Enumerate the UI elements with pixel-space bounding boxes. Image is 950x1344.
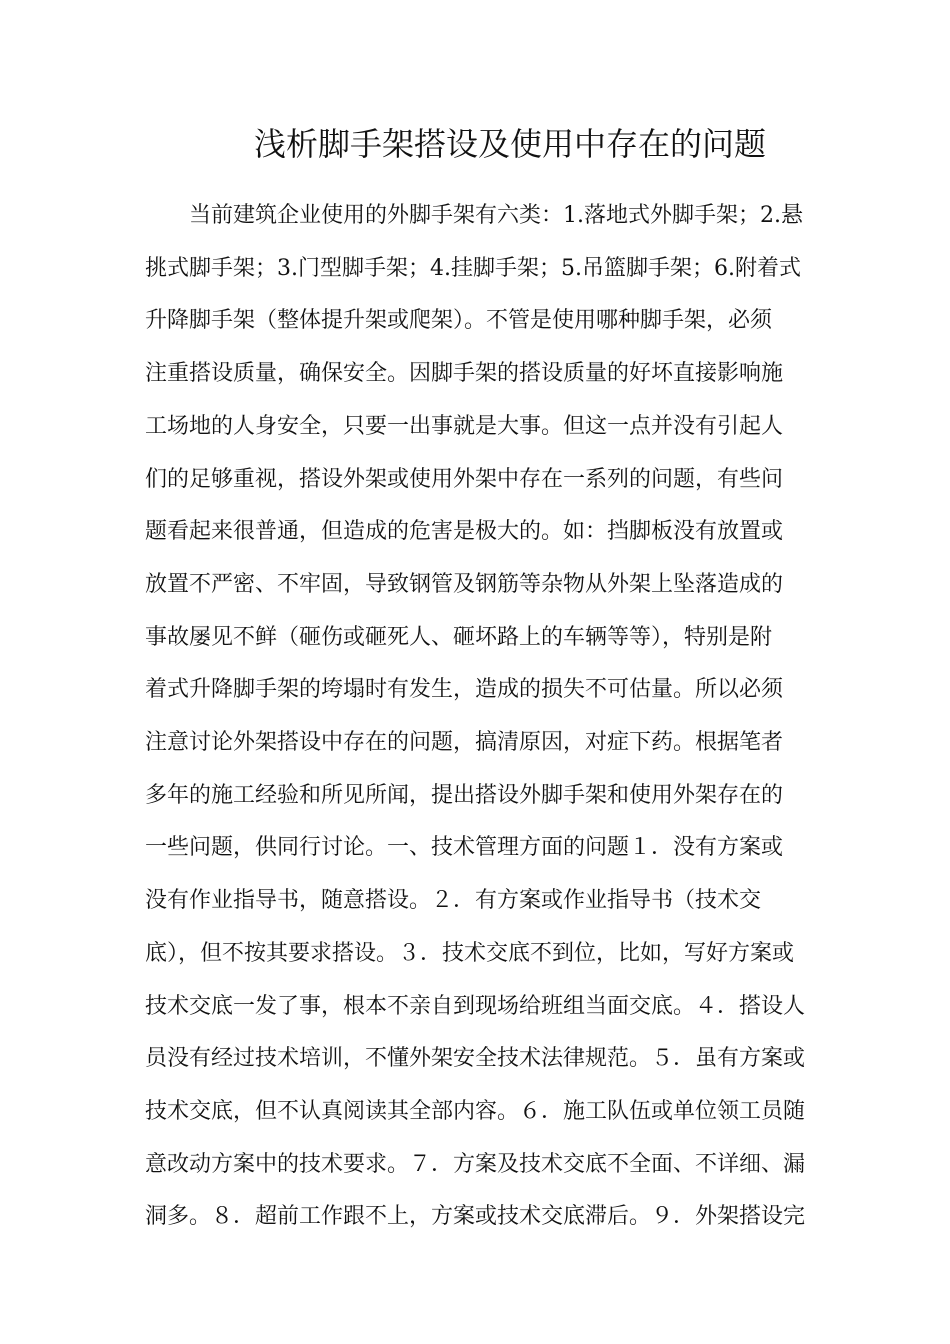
paragraph-line: 洞多。８．超前工作跟不上，方案或技术交底滞后。９．外架搭设完 [145, 1204, 806, 1230]
paragraph-line: 挑式脚手架；3.门型脚手架；4.挂脚手架；5.吊篮脚手架；6.附着式 [145, 255, 801, 281]
paragraph-line: 当前建筑企业使用的外脚手架有六类：1.落地式外脚手架；2.悬 [189, 203, 803, 228]
paragraph-line: 事故屡见不鲜（砸伤或砸死人、砸坏路上的车辆等等），特别是附 [145, 624, 773, 650]
paragraph-line: 放置不严密、不牢固，导致钢管及钢筋等杂物从外架上坠落造成的 [145, 571, 784, 597]
paragraph-line: 工场地的人身安全，只要一出事就是大事。但这一点并没有引起人 [145, 413, 784, 439]
paragraph-line: 升降脚手架（整体提升架或爬架）。不管是使用哪种脚手架，必须 [145, 308, 773, 334]
paragraph-line: 没有作业指导书，随意搭设。２．有方案或作业指导书（技术交 [145, 888, 762, 914]
paragraph-line: 一些问题，供同行讨论。一、技术管理方面的问题１．没有方案或 [145, 835, 784, 861]
paragraph-line: 意改动方案中的技术要求。７．方案及技术交底不全面、不详细、漏 [145, 1151, 806, 1177]
paragraph-line: 技术交底，但不认真阅读其全部内容。６．施工队伍或单位领工员随 [145, 1098, 806, 1124]
document-title: 浅析脚手架搭设及使用中存在的问题 [253, 125, 766, 163]
paragraph-line: 们的足够重视，搭设外架或使用外架中存在一系列的问题，有些问 [145, 466, 784, 492]
paragraph-line: 着式升降脚手架的垮塌时有发生，造成的损失不可估量。所以必须 [145, 677, 784, 703]
paragraph-line: 题看起来很普通，但造成的危害是极大的。如：挡脚板没有放置或 [145, 519, 784, 545]
body-paragraph [145, 190, 810, 1244]
paragraph-line: 注重搭设质量，确保安全。因脚手架的搭设质量的好坏直接影响施 [145, 361, 784, 387]
paragraph-line: 多年的施工经验和所见所闻，提出搭设外脚手架和使用外架存在的 [145, 782, 784, 808]
paragraph-line: 技术交底一发了事，根本不亲自到现场给班组当面交底。４．搭设人 [145, 993, 806, 1019]
paragraph-line: 注意讨论外架搭设中存在的问题，搞清原因，对症下药。根据笔者 [145, 730, 784, 756]
paragraph-line: 员没有经过技术培训，不懂外架安全技术法律规范。５．虽有方案或 [145, 1046, 806, 1072]
paragraph-line: 底），但不按其要求搭设。３．技术交底不到位，比如，写好方案或 [145, 940, 795, 966]
